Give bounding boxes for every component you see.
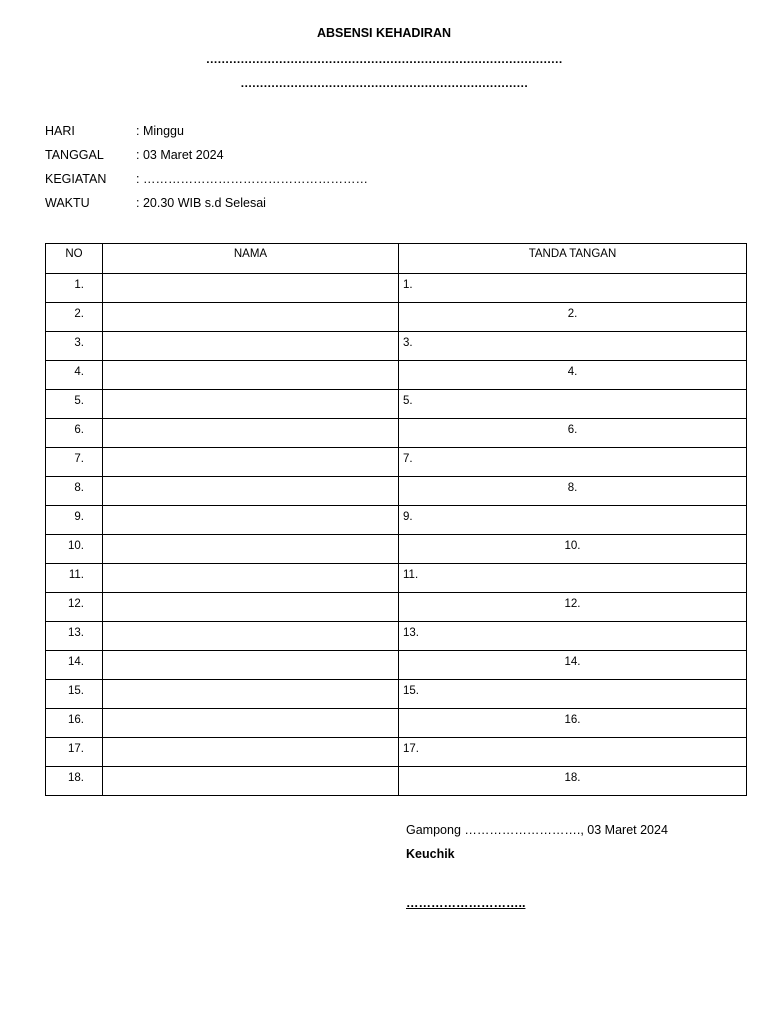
place-date: Gampong ………………………., 03 Maret 2024 xyxy=(406,823,668,837)
attendance-rows xyxy=(46,274,747,796)
name-cell[interactable] xyxy=(103,651,399,680)
table-row xyxy=(46,390,747,419)
table-row xyxy=(46,680,747,709)
table-row xyxy=(46,651,747,680)
name-cell[interactable] xyxy=(103,738,399,767)
header-tanda-tangan: TANDA TANGAN xyxy=(399,244,747,274)
row-number: 8. xyxy=(46,477,103,506)
signatory-position: Keuchik xyxy=(406,847,455,861)
name-cell[interactable] xyxy=(103,361,399,390)
name-cell[interactable] xyxy=(103,709,399,738)
info-label: WAKTU xyxy=(45,196,90,210)
signature-cell[interactable]: 11. xyxy=(399,564,747,593)
signature-cell[interactable]: 7. xyxy=(399,448,747,477)
signature-cell[interactable]: 1. xyxy=(399,274,747,303)
row-number: 16. xyxy=(46,709,103,738)
name-cell[interactable] xyxy=(103,303,399,332)
name-cell[interactable] xyxy=(103,390,399,419)
signature-cell[interactable]: 12. xyxy=(399,593,747,622)
row-number: 14. xyxy=(46,651,103,680)
table-row xyxy=(46,535,747,564)
table-header-row xyxy=(46,244,747,274)
name-cell[interactable] xyxy=(103,593,399,622)
document-title: ABSENSI KEHADIRAN xyxy=(316,26,452,40)
signature-cell[interactable]: 18. xyxy=(399,767,747,796)
table-row xyxy=(46,738,747,767)
row-number: 10. xyxy=(46,535,103,564)
signature-line: ……………………….. xyxy=(406,896,526,910)
row-number: 17. xyxy=(46,738,103,767)
header-dots-line-2: ………………………………………………………………… xyxy=(240,76,528,90)
signature-cell[interactable]: 2. xyxy=(399,303,747,332)
name-cell[interactable] xyxy=(103,506,399,535)
name-cell[interactable] xyxy=(103,535,399,564)
signature-cell[interactable]: 8. xyxy=(399,477,747,506)
row-number: 2. xyxy=(46,303,103,332)
row-number: 12. xyxy=(46,593,103,622)
signature-cell[interactable]: 3. xyxy=(399,332,747,361)
attendance-table xyxy=(45,243,747,796)
table-row xyxy=(46,448,747,477)
table-row xyxy=(46,767,747,796)
name-cell[interactable] xyxy=(103,767,399,796)
table-row xyxy=(46,303,747,332)
row-number: 5. xyxy=(46,390,103,419)
name-cell[interactable] xyxy=(103,332,399,361)
signature-cell[interactable]: 10. xyxy=(399,535,747,564)
info-label: KEGIATAN xyxy=(45,172,107,186)
header-dots-line-1: ………………………………………………………………………………… xyxy=(205,52,563,66)
row-number: 7. xyxy=(46,448,103,477)
name-cell[interactable] xyxy=(103,448,399,477)
table-row xyxy=(46,332,747,361)
row-number: 9. xyxy=(46,506,103,535)
table-row xyxy=(46,506,747,535)
info-value: : 20.30 WIB s.d Selesai xyxy=(136,196,266,210)
name-cell[interactable] xyxy=(103,564,399,593)
table-row xyxy=(46,622,747,651)
signature-cell[interactable]: 14. xyxy=(399,651,747,680)
name-cell[interactable] xyxy=(103,680,399,709)
table-row xyxy=(46,709,747,738)
signature-cell[interactable]: 16. xyxy=(399,709,747,738)
info-label: TANGGAL xyxy=(45,148,104,162)
name-cell[interactable] xyxy=(103,274,399,303)
row-number: 15. xyxy=(46,680,103,709)
row-number: 11. xyxy=(46,564,103,593)
row-number: 1. xyxy=(46,274,103,303)
name-cell[interactable] xyxy=(103,419,399,448)
signature-cell[interactable]: 17. xyxy=(399,738,747,767)
info-value: : Minggu xyxy=(136,124,184,138)
row-number: 4. xyxy=(46,361,103,390)
table-row xyxy=(46,477,747,506)
row-number: 13. xyxy=(46,622,103,651)
signature-cell[interactable]: 15. xyxy=(399,680,747,709)
name-cell[interactable] xyxy=(103,477,399,506)
info-value: : ……………………………………………… xyxy=(136,172,368,186)
info-label: HARI xyxy=(45,124,75,138)
signature-cell[interactable]: 4. xyxy=(399,361,747,390)
info-value: : 03 Maret 2024 xyxy=(136,148,224,162)
signature-cell[interactable]: 9. xyxy=(399,506,747,535)
table-row xyxy=(46,361,747,390)
table-row xyxy=(46,274,747,303)
name-cell[interactable] xyxy=(103,622,399,651)
header-nama: NAMA xyxy=(103,244,399,274)
signature-cell[interactable]: 6. xyxy=(399,419,747,448)
row-number: 3. xyxy=(46,332,103,361)
row-number: 18. xyxy=(46,767,103,796)
signature-cell[interactable]: 5. xyxy=(399,390,747,419)
signature-cell[interactable]: 13. xyxy=(399,622,747,651)
header-no: NO xyxy=(46,244,103,274)
row-number: 6. xyxy=(46,419,103,448)
table-row xyxy=(46,564,747,593)
table-row xyxy=(46,419,747,448)
table-row xyxy=(46,593,747,622)
